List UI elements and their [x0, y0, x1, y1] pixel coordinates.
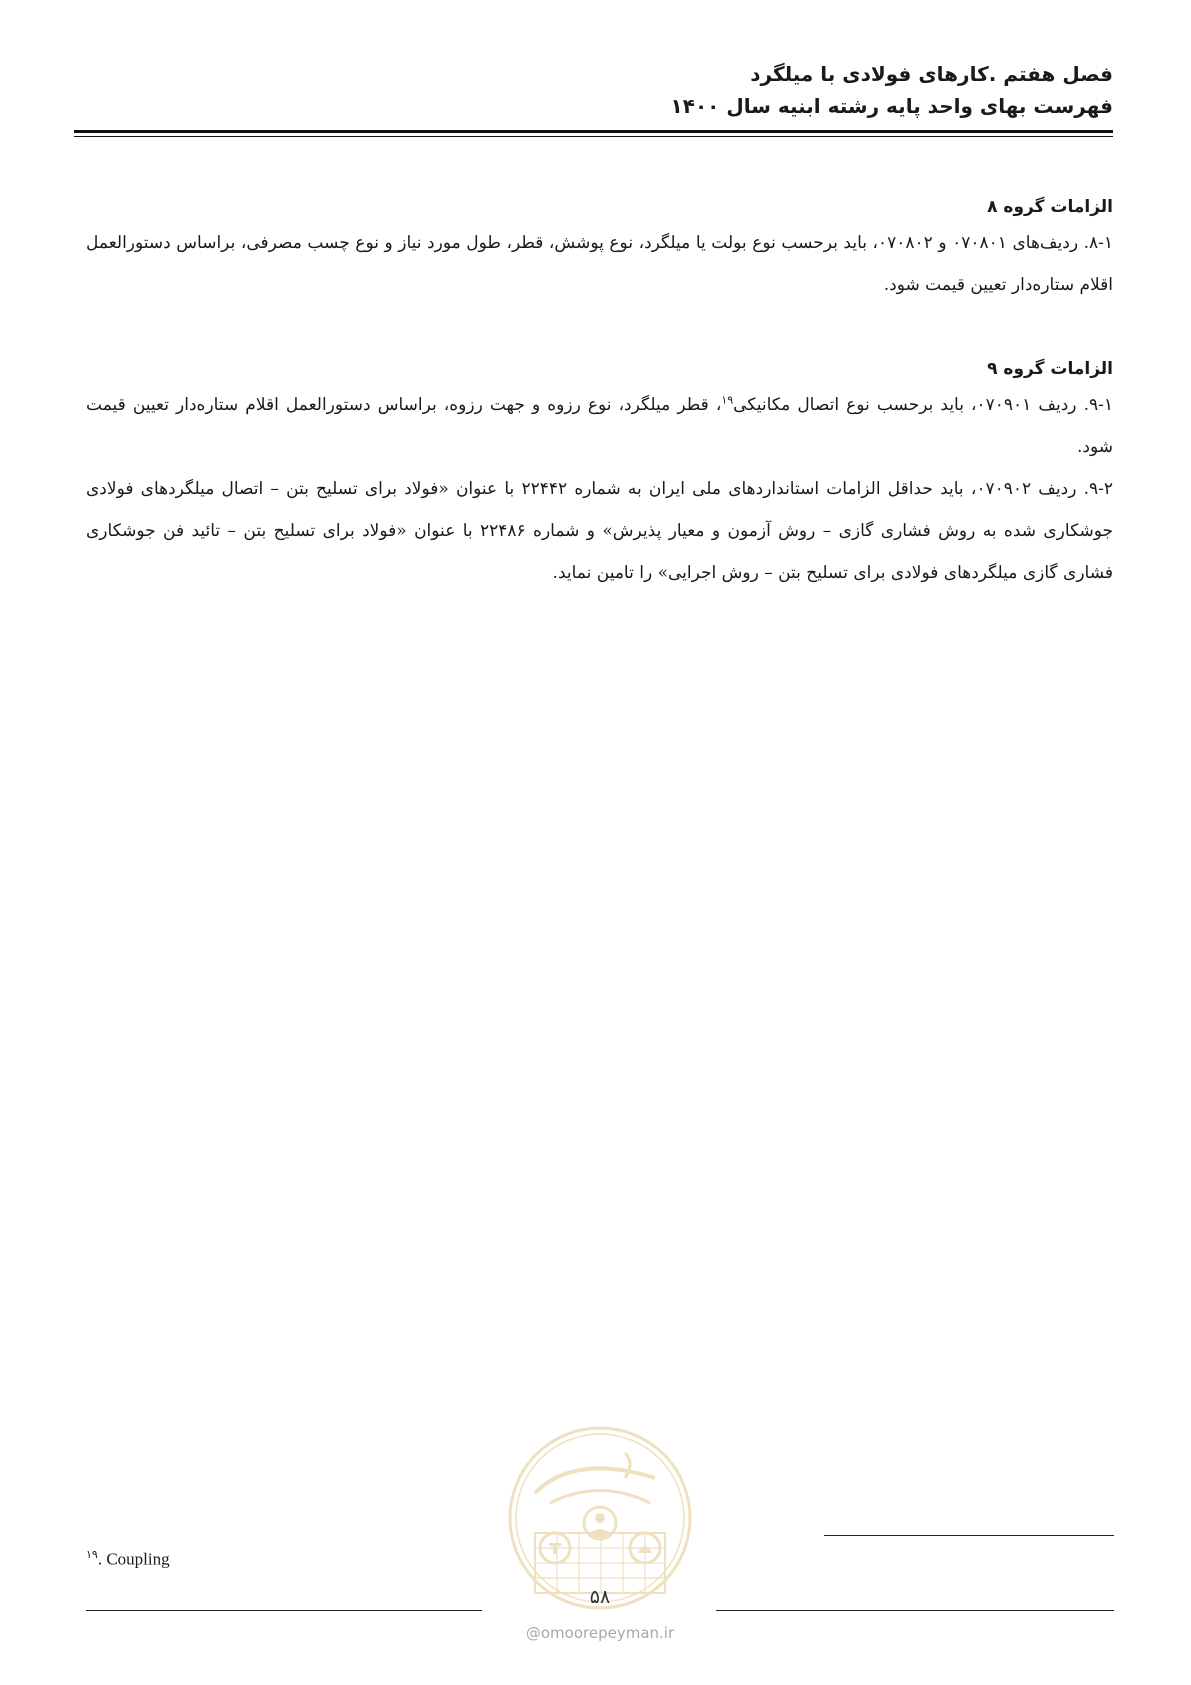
- section-title-group-8: الزامات گروه ۸: [987, 197, 1113, 217]
- paragraph-9-1-text-after: ، قطر میلگرد، نوع رزوه و جهت رزوه، براساس دستورالعمل اقلام ستاره‌دار تعیین قیمت شود.: [86, 395, 1113, 457]
- paragraph-9-1: [86, 384, 1113, 468]
- paragraph-9-2: ۹-۲. ردیف ۰۷۰۹۰۲، باید حداقل الزامات استانداردهای ملی ایران به شماره ۲۲۴۴۲ با عنوان «فولاد برای تسلیح بتن – اتصال میلگردهای فولادی جوشکاری شده به روش فشاری گازی – روش آزمون و معیار پذیرش» و شماره ۲۲۴۸۶ با عنوان «فولاد برای تسلیح بتن – تائید فن جوشکاری فشاری گازی میلگردهای فولادی برای تسلیح بتن – روش اجرایی» را تامین نماید.: [86, 479, 1113, 583]
- paragraph-8-1: ۸-۱. ردیف‌های ۰۷۰۸۰۱ و ۰۷۰۸۰۲، باید برحسب نوع بولت یا میلگرد، نوع پوشش، قطر، طول مورد نیاز و نوع چسب مصرفی، براساس دستورالعمل اقلام ستاره‌دار تعیین قیمت شود.: [86, 233, 1113, 295]
- paragraph-9-1-text-before: ۹-۱. ردیف ۰۷۰۹۰۱، باید برحسب نوع اتصال مکانیکی: [733, 395, 1113, 415]
- header-rule-thin: [74, 136, 1113, 137]
- footer-rule-left: [86, 1610, 482, 1611]
- footnote-number: ۱۹: [86, 1549, 98, 1561]
- page-number: ۵۸: [589, 1586, 611, 1608]
- footnote: [86, 1548, 170, 1570]
- document-subtitle: فهرست بهای واحد پایه رشته ابنیه سال ۱۴۰۰: [670, 94, 1113, 118]
- footnote-text: . Coupling: [97, 1549, 170, 1569]
- footer-rule-right: [716, 1610, 1114, 1611]
- chapter-title: فصل هفتم .کارهای فولادی با میلگرد: [750, 62, 1113, 86]
- header-rule-thick: [74, 130, 1113, 133]
- watermark-site: @omoorepeyman.ir: [525, 1624, 675, 1642]
- page-content: [86, 192, 1113, 594]
- page-header: [74, 58, 1113, 122]
- footnote-reference[interactable]: ۱۹: [721, 393, 734, 407]
- watermark-logo-icon: [505, 1423, 695, 1613]
- section-title-group-9: الزامات گروه ۹: [987, 359, 1113, 379]
- footnote-separator: [824, 1535, 1114, 1536]
